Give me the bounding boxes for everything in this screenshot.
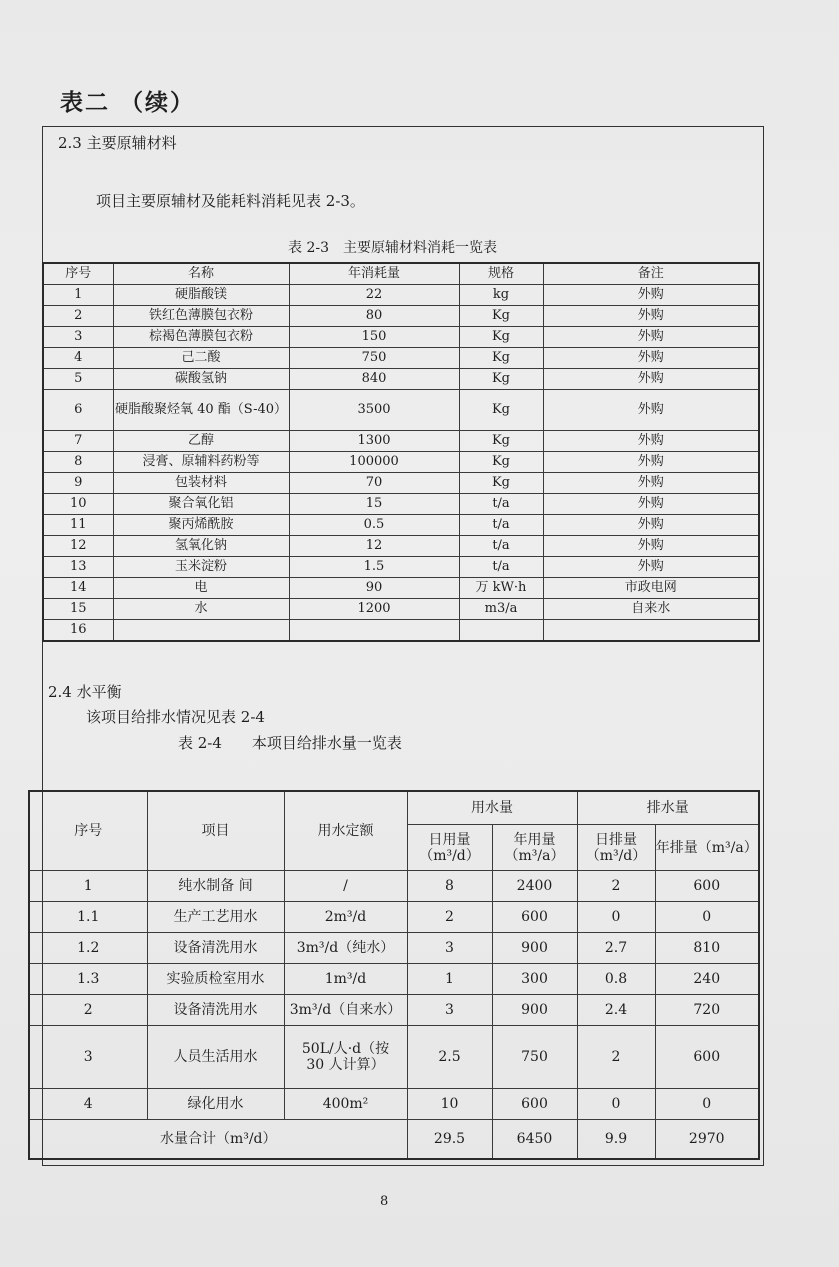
cell-annual-consumption: 80 [289,306,459,327]
col-header-annual-drain: 年排量（m³/a） [655,825,759,871]
col-header-remark: 备注 [543,263,759,285]
cell-seq: 1.3 [29,964,147,995]
cell-name: 浸膏、原辅料药粉等 [113,452,289,473]
table-row [29,933,759,964]
cell-daily-drain: 2.7 [577,933,655,964]
cell-seq: 1 [43,285,113,306]
col-header-item: 项目 [147,791,284,871]
cell-daily-drain: 0 [577,902,655,933]
table-row [29,995,759,1026]
cell-seq: 1.2 [29,933,147,964]
cell-seq: 8 [43,452,113,473]
cell-spec: m3/a [459,599,543,620]
cell-annual-consumption: 22 [289,285,459,306]
cell-spec: Kg [459,348,543,369]
cell-name: 氢氧化钠 [113,536,289,557]
total-daily-use: 29.5 [407,1120,492,1160]
cell-seq: 1 [29,871,147,902]
cell-item: 生产工艺用水 [147,902,284,933]
cell-quota: 1m³/d [284,964,407,995]
cell-quota: 2m³/d [284,902,407,933]
page-title: 表二 （续） [60,90,196,116]
col-header-daily-use: 日用量（m³/d） [407,825,492,871]
cell-item: 设备清洗用水 [147,933,284,964]
cell-daily-drain: 0 [577,1089,655,1120]
cell-seq: 12 [43,536,113,557]
cell-seq: 4 [29,1089,147,1120]
cell-daily-use: 10 [407,1089,492,1120]
cell-name: 水 [113,599,289,620]
cell-quota: / [284,871,407,902]
cell-annual-consumption: 15 [289,494,459,515]
cell-daily-use: 8 [407,871,492,902]
cell-seq: 10 [43,494,113,515]
cell-remark: 外购 [543,369,759,390]
cell-remark: 外购 [543,348,759,369]
cell-seq: 7 [43,431,113,452]
cell-annual-consumption: 750 [289,348,459,369]
cell-annual-drain: 810 [655,933,759,964]
cell-remark: 自来水 [543,599,759,620]
table-row [29,1089,759,1120]
cell-annual-drain: 0 [655,902,759,933]
total-daily-drain: 9.9 [577,1120,655,1160]
table-row [43,536,759,557]
table-row [43,348,759,369]
cell-remark: 外购 [543,536,759,557]
cell-annual-consumption: 3500 [289,390,459,431]
cell-annual-use: 2400 [492,871,577,902]
table-header-row [43,263,759,285]
cell-annual-consumption: 70 [289,473,459,494]
cell-name: 棕褐色薄膜包衣粉 [113,327,289,348]
cell-remark: 外购 [543,557,759,578]
table-row [43,390,759,431]
cell-quota: 50L/人·d（按 30 人计算） [284,1026,407,1089]
cell-daily-use: 1 [407,964,492,995]
materials-intro: 项目主要原辅材及能耗料消耗见表 2-3。 [96,192,365,210]
cell-name: 玉米淀粉 [113,557,289,578]
cell-annual-consumption: 840 [289,369,459,390]
table-row [43,285,759,306]
cell-quota: 400m² [284,1089,407,1120]
cell-annual-use: 900 [492,995,577,1026]
table-row [43,306,759,327]
materials-table [42,262,760,642]
cell-remark: 外购 [543,285,759,306]
cell-remark [543,620,759,642]
table-row [43,599,759,620]
cell-remark: 外购 [543,494,759,515]
cell-annual-drain: 600 [655,1026,759,1089]
cell-seq: 2 [43,306,113,327]
cell-daily-use: 3 [407,933,492,964]
cell-spec [459,620,543,642]
water-table [28,790,760,1160]
cell-seq: 4 [43,348,113,369]
cell-annual-consumption: 0.5 [289,515,459,536]
cell-name: 包装材料 [113,473,289,494]
cell-seq: 13 [43,557,113,578]
cell-daily-drain: 0.8 [577,964,655,995]
cell-annual-drain: 720 [655,995,759,1026]
table-row [43,369,759,390]
cell-seq: 6 [43,390,113,431]
cell-seq: 5 [43,369,113,390]
cell-annual-use: 300 [492,964,577,995]
section-heading-water-balance: 2.4 水平衡 [48,683,122,701]
col-header-seq: 序号 [43,263,113,285]
cell-annual-consumption: 90 [289,578,459,599]
cell-annual-drain: 0 [655,1089,759,1120]
cell-seq: 14 [43,578,113,599]
cell-spec: Kg [459,452,543,473]
cell-annual-consumption: 1200 [289,599,459,620]
cell-spec: Kg [459,327,543,348]
cell-seq: 11 [43,515,113,536]
total-annual-drain: 2970 [655,1120,759,1160]
cell-name: 己二酸 [113,348,289,369]
cell-item: 设备清洗用水 [147,995,284,1026]
table-row [43,494,759,515]
cell-name [113,620,289,642]
cell-quota: 3m³/d（纯水） [284,933,407,964]
cell-remark: 外购 [543,473,759,494]
cell-annual-drain: 600 [655,871,759,902]
col-group-water-use: 用水量 [407,791,577,825]
cell-remark: 外购 [543,515,759,536]
table-2-4-caption: 表 2-4 本项目给排水量一览表 [178,734,402,752]
table-row [43,473,759,494]
table-row [29,871,759,902]
total-row [29,1120,759,1160]
cell-remark: 外购 [543,327,759,348]
cell-daily-use: 2.5 [407,1026,492,1089]
table-header-row [29,791,759,825]
col-header-quota: 用水定额 [284,791,407,871]
col-header-seq: 序号 [29,791,147,871]
cell-annual-use: 750 [492,1026,577,1089]
table-row [43,452,759,473]
table-row [43,578,759,599]
table-2-3-caption: 表 2-3 主要原辅材料消耗一览表 [288,240,497,256]
cell-spec: Kg [459,369,543,390]
table-row [29,902,759,933]
total-annual-use: 6450 [492,1120,577,1160]
cell-remark: 外购 [543,452,759,473]
cell-spec: Kg [459,306,543,327]
cell-spec: Kg [459,390,543,431]
table-row [29,964,759,995]
table-row [43,620,759,642]
table-row [43,327,759,348]
cell-seq: 2 [29,995,147,1026]
cell-name: 乙醇 [113,431,289,452]
cell-name: 聚合氧化铝 [113,494,289,515]
cell-remark: 外购 [543,306,759,327]
cell-name: 硬脂酸聚烃氧 40 酯（S-40） [113,390,289,431]
cell-seq: 16 [43,620,113,642]
cell-daily-drain: 2.4 [577,995,655,1026]
col-group-water-drain: 排水量 [577,791,759,825]
cell-spec: t/a [459,536,543,557]
cell-spec: t/a [459,494,543,515]
cell-spec: Kg [459,473,543,494]
cell-annual-drain: 240 [655,964,759,995]
water-balance-intro: 该项目给排水情况见表 2-4 [86,708,265,726]
cell-remark: 外购 [543,390,759,431]
page-number: 8 [380,1194,389,1209]
total-label: 水量合计（m³/d） [29,1120,407,1160]
section-heading-materials: 2.3 主要原辅材料 [58,134,177,152]
cell-seq: 9 [43,473,113,494]
table-row [43,515,759,536]
cell-item: 绿化用水 [147,1089,284,1120]
cell-annual-consumption: 1300 [289,431,459,452]
cell-annual-consumption: 1.5 [289,557,459,578]
cell-item: 实验质检室用水 [147,964,284,995]
cell-annual-consumption: 100000 [289,452,459,473]
cell-annual-use: 600 [492,1089,577,1120]
cell-daily-use: 3 [407,995,492,1026]
cell-daily-drain: 2 [577,1026,655,1089]
cell-seq: 3 [29,1026,147,1089]
cell-spec: t/a [459,515,543,536]
col-header-annual-consumption: 年消耗量 [289,263,459,285]
col-header-spec: 规格 [459,263,543,285]
col-header-daily-drain: 日排量（m³/d） [577,825,655,871]
cell-spec: kg [459,285,543,306]
cell-annual-use: 600 [492,902,577,933]
table-row [29,1026,759,1089]
cell-seq: 1.1 [29,902,147,933]
cell-spec: 万 kW·h [459,578,543,599]
cell-item: 纯水制备 间 [147,871,284,902]
cell-remark: 市政电网 [543,578,759,599]
cell-daily-use: 2 [407,902,492,933]
cell-remark: 外购 [543,431,759,452]
cell-name: 硬脂酸镁 [113,285,289,306]
cell-name: 聚丙烯酰胺 [113,515,289,536]
cell-annual-consumption [289,620,459,642]
table-row [43,557,759,578]
cell-spec: Kg [459,431,543,452]
table-row [43,431,759,452]
cell-name: 电 [113,578,289,599]
cell-spec: t/a [459,557,543,578]
cell-item: 人员生活用水 [147,1026,284,1089]
cell-annual-consumption: 150 [289,327,459,348]
cell-seq: 3 [43,327,113,348]
cell-name: 铁红色薄膜包衣粉 [113,306,289,327]
col-header-name: 名称 [113,263,289,285]
cell-daily-drain: 2 [577,871,655,902]
cell-name: 碳酸氢钠 [113,369,289,390]
col-header-annual-use: 年用量（m³/a） [492,825,577,871]
cell-annual-consumption: 12 [289,536,459,557]
cell-annual-use: 900 [492,933,577,964]
cell-seq: 15 [43,599,113,620]
cell-quota: 3m³/d（自来水） [284,995,407,1026]
